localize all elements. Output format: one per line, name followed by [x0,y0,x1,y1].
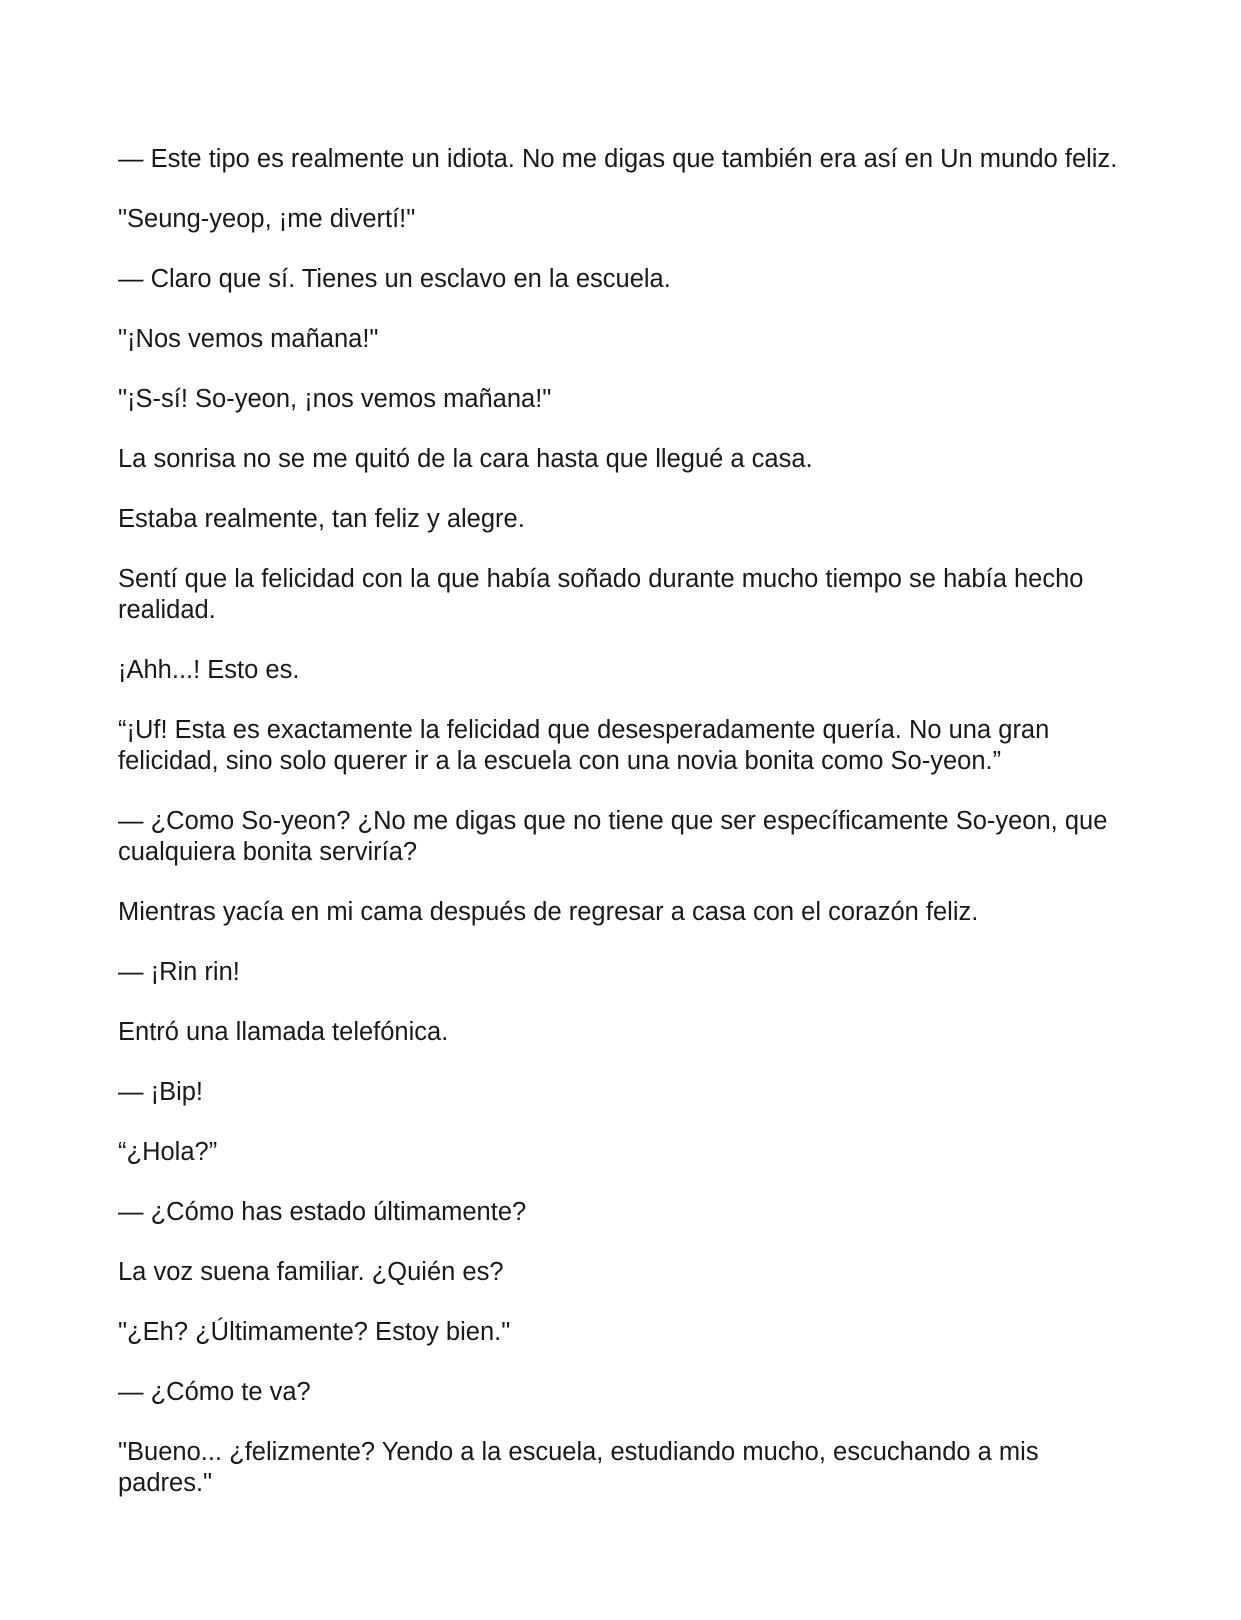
paragraph: “¡Uf! Esta es exactamente la felicidad que desesperadamente quería. No una gran felicidad, sino solo querer ir a la escuela con una novia bonita como So-yeon.” [118,716,1050,775]
paragraph: — ¿Como So-yeon? ¿No me digas que no tiene que ser específicamente So-yeon, que cualquiera bonita serviría? [118,807,1108,866]
paragraph: — ¡Rin rin! [118,958,240,986]
paragraph: La sonrisa no se me quitó de la cara hasta que llegué a casa. [118,445,813,473]
paragraph: "¡Nos vemos mañana!" [118,325,379,353]
document-body [118,144,1128,1528]
paragraph: "¿Eh? ¿Últimamente? Estoy bien." [118,1318,511,1346]
paragraph: — ¿Cómo te va? [118,1378,311,1406]
paragraph: "¡S-sí! So-yeon, ¡nos vemos mañana!" [118,385,552,413]
paragraph: "Seung-yeop, ¡me divertí!" [118,205,416,233]
paragraph: Mientras yacía en mi cama después de regresar a casa con el corazón feliz. [118,898,979,926]
paragraph: Estaba realmente, tan feliz y alegre. [118,505,525,533]
paragraph: — Claro que sí. Tienes un esclavo en la escuela. [118,265,671,293]
paragraph: Entró una llamada telefónica. [118,1018,449,1046]
paragraph: — Este tipo es realmente un idiota. No me digas que también era así en Un mundo feliz. [118,145,1118,173]
paragraph: La voz suena familiar. ¿Quién es? [118,1258,504,1286]
paragraph: ¡Ahh...! Esto es. [118,656,300,684]
paragraph: — ¿Cómo has estado últimamente? [118,1198,527,1226]
paragraph: “¿Hola?” [118,1138,218,1166]
paragraph: Sentí que la felicidad con la que había soñado durante mucho tiempo se había hecho realidad. [118,565,1084,624]
paragraph: — ¡Bip! [118,1078,204,1106]
paragraph: "Bueno... ¿felizmente? Yendo a la escuela, estudiando mucho, escuchando a mis padres." [118,1438,1039,1497]
